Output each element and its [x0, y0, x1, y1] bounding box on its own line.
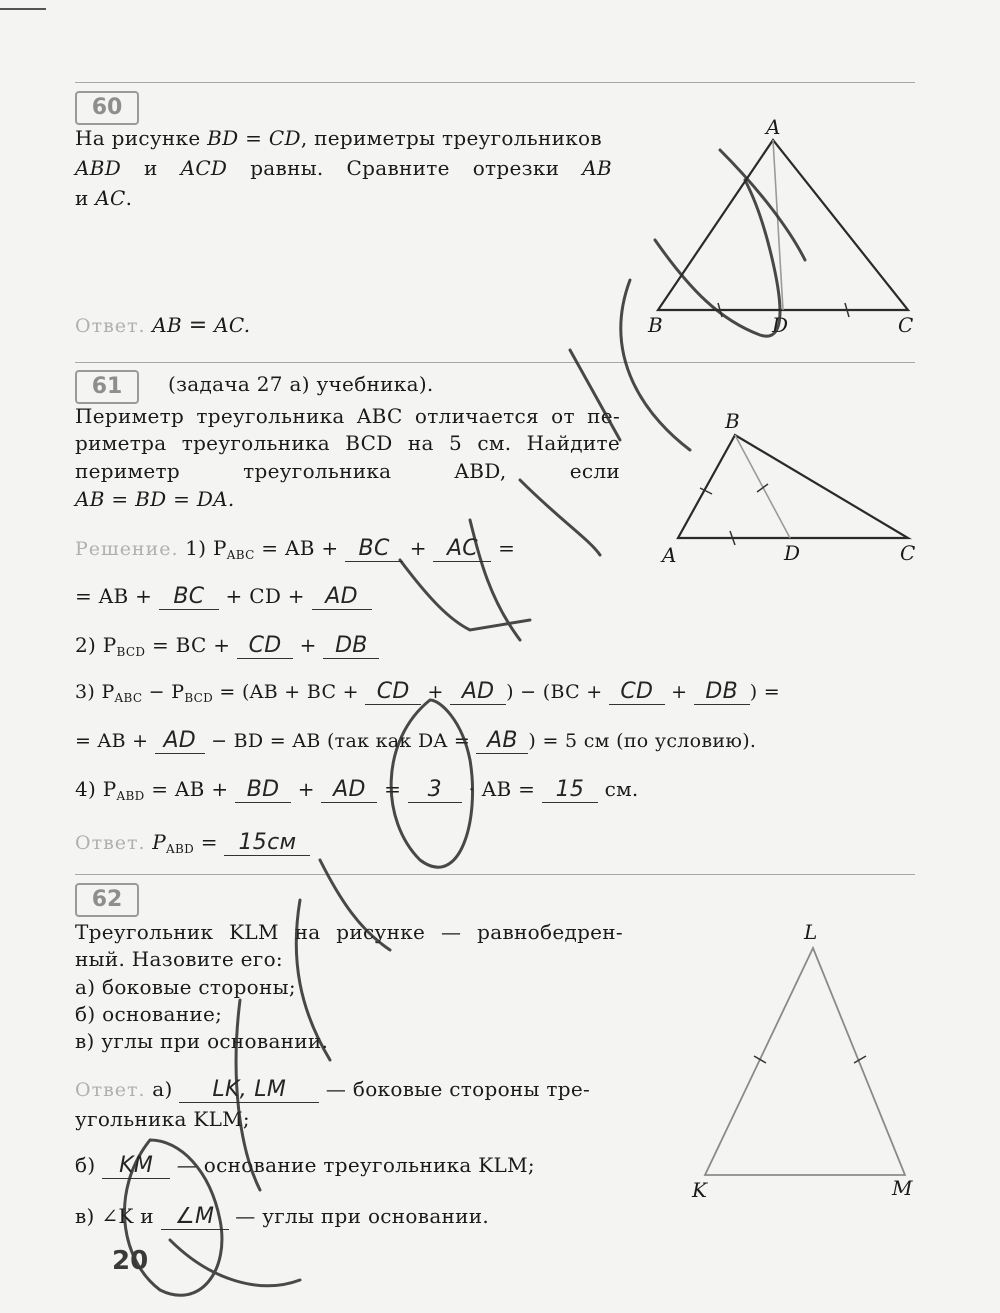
- problem-61-line-2: риметра треугольника BCD на 5 см. Найдите: [75, 431, 620, 455]
- section-divider-60: [75, 82, 915, 83]
- problem-62-line-5: в) углы при основании.: [75, 1029, 329, 1053]
- solution-step-1-cont: = AB + BC + CD + AD: [75, 581, 372, 611]
- answer-label: Ответ.: [75, 315, 146, 337]
- problem-62-line-3: а) боковые стороны;: [75, 975, 296, 999]
- triangle-figure-61: [650, 400, 930, 580]
- answer-62-a: Ответ. а) LK, LM — боковые стороны тре-: [75, 1077, 591, 1102]
- problem-61-line-3: периметр треугольника ABD, если: [75, 459, 620, 483]
- section-divider-62: [75, 874, 915, 875]
- problem-61-line-1: Периметр треугольника ABC отличается от пе-: [75, 404, 620, 428]
- label-b-61: B: [725, 409, 740, 433]
- label-l: L: [804, 920, 818, 944]
- section-divider-61: [75, 362, 915, 363]
- solution-step-3: 3) $P_{ABC} - P_{BCD} = (AB$ + BC + CD + AD ) − (BC + CD + DB ) =: [75, 679, 780, 705]
- median-ad-60: [773, 140, 783, 310]
- answer-61: Ответ. $P_{ABD} = 15см$: [75, 827, 310, 864]
- problem-62-line-4: б) основание;: [75, 1002, 223, 1026]
- problem-61-header: (задача 27 а) учебника).: [168, 372, 434, 396]
- solution-step-4: 4) $P_{ABD}$ = AB + BD + AD = 3 · AB = 15 см.: [75, 777, 639, 803]
- solution-step-1: Решение. 1) $P_{ABC}$ = AB + BC + AC =: [75, 536, 516, 562]
- triangle-abc-60: [658, 140, 908, 310]
- answer-62-c: в) ∠K и ∠M — углы при основании.: [75, 1204, 490, 1229]
- problem-62-line-2: ный. Назовите его:: [75, 947, 283, 971]
- top-border: [0, 8, 46, 10]
- answer-62-a-cont: угольника KLM;: [75, 1107, 250, 1131]
- problem-number-60: 60: [75, 91, 139, 125]
- answer-label: Ответ.: [75, 832, 146, 854]
- triangle-figure-60: [630, 110, 930, 350]
- problem-60-line-3: и AC.: [75, 186, 133, 210]
- problem-62-line-1: Треугольник KLM на рисунке — равнобедрен-: [75, 920, 623, 944]
- tick-kl: [754, 1056, 766, 1063]
- problem-61-line-4: AB = BD = DA.: [75, 487, 235, 511]
- solution-step-3-cont: = AB + AD − BD = AB (так как DA = AB ) = 5 см (по условию).: [75, 728, 757, 753]
- label-b-60: B: [648, 313, 663, 337]
- page-number: 20: [112, 1246, 149, 1276]
- label-m: M: [892, 1176, 913, 1200]
- label-a-60: A: [766, 115, 781, 139]
- label-d-60: D: [772, 313, 789, 337]
- label-d-61: D: [784, 541, 801, 565]
- label-c-60: C: [898, 313, 914, 337]
- problem-number-62: 62: [75, 883, 139, 917]
- solution-label: Решение.: [75, 538, 179, 560]
- problem-60-line-1: На рисунке BD = CD, периметры треугольников: [75, 126, 602, 150]
- triangle-figure-62: [680, 915, 940, 1215]
- solution-step-2: 2) $P_{BCD}$ = BC + CD + DB: [75, 630, 379, 667]
- label-a-61: A: [662, 543, 677, 567]
- triangle-klm: [705, 948, 905, 1175]
- label-k: K: [692, 1178, 707, 1202]
- problem-number-61: 61: [75, 370, 139, 404]
- answer-62-b: б) KM — основание треугольника KLM;: [75, 1153, 535, 1178]
- handwritten-answer: =: [188, 313, 208, 338]
- answer-label: Ответ.: [75, 1079, 146, 1101]
- answer-60: Ответ. AB = AC.: [75, 313, 251, 338]
- label-c-61: C: [900, 541, 916, 565]
- triangle-abc-61: [678, 435, 908, 538]
- problem-60-line-2: ABD и ACD равны. Сравните отрезки AB: [75, 156, 612, 180]
